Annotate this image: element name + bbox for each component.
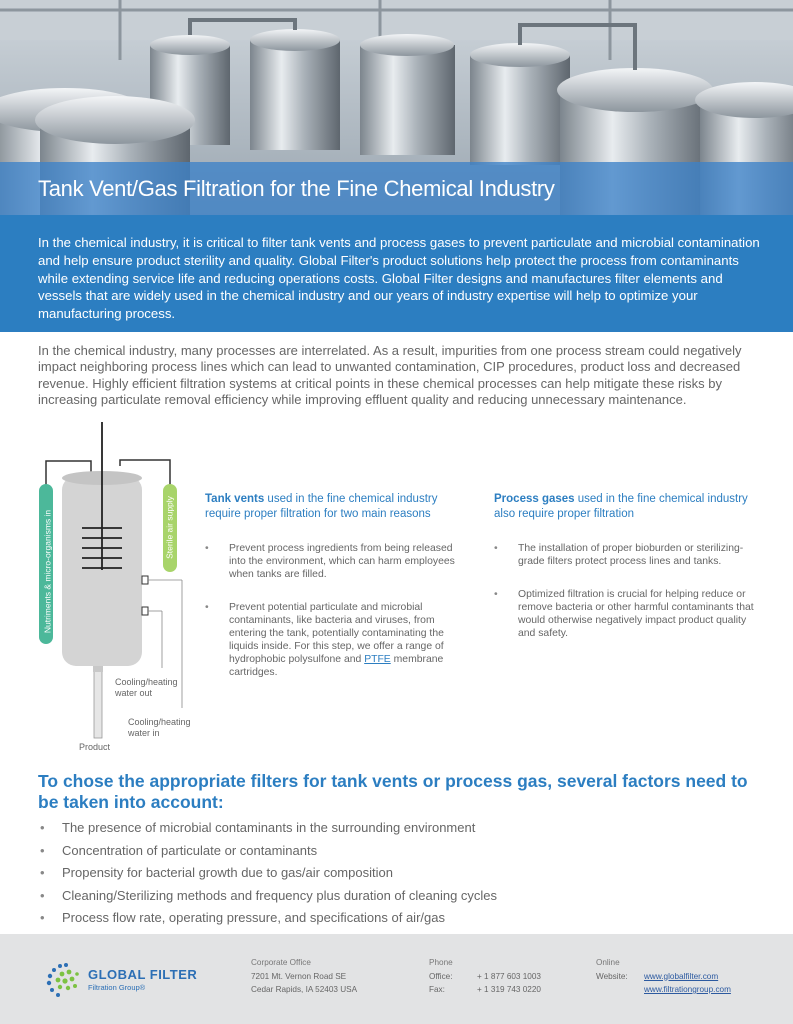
office-phone-label: Office: [429, 971, 453, 981]
list-item: • Optimized filtration is crucial for helping reduce or remove bacteria or other harmful contaminants that would otherwise negatively impact product quality and safety. [494, 588, 759, 640]
corporate-office [251, 956, 357, 997]
label-nutriments: Nutriments & micro-organisms in [42, 509, 53, 634]
website-link-filtrationgroup[interactable]: www.filtrationgroup.com [644, 985, 731, 994]
page-title: Tank Vent/Gas Filtration for the Fine Chemical Industry [38, 176, 555, 201]
globe-logo-icon [40, 956, 90, 1006]
list-item: • Process flow rate, operating pressure, and specifications of air/gas [38, 907, 497, 930]
phone-block [429, 956, 559, 997]
footer [0, 934, 793, 1024]
list-item: • Prevent potential particulate and microbial contaminants, like bacteria and viruses, from entering the tank, potentially contaminating the liquids inside. For this step, we offer a range of hydrophobic polysulfone and PTFE membrane cartridges. [205, 601, 470, 679]
intro-box [0, 215, 793, 332]
office-phone: + 1 877 603 1003 [477, 971, 541, 981]
office-address-1: 7201 Mt. Vernon Road SE [251, 971, 347, 981]
process-gases-heading: Process gases used in the fine chemical industry also require proper filtration [494, 493, 748, 520]
label-sterile-air: Sterile air supply [164, 496, 175, 559]
office-title: Corporate Office [251, 958, 311, 967]
phone-title: Phone [429, 958, 453, 967]
label-cooling-out: Cooling/heating water out [115, 677, 178, 698]
list-item: • Prevent process ingredients from being released into the environment, which can harm employees when tanks are filled. [205, 542, 470, 581]
ptfe-link[interactable]: PTFE [364, 654, 391, 665]
tank-vents-heading: Tank vents used in the fine chemical industry require proper filtration for two main reasons [205, 493, 438, 520]
hero-image [0, 0, 793, 215]
online-title: Online [596, 958, 620, 967]
factors-list [38, 817, 497, 930]
office-address-2: Cedar Rapids, IA 52403 USA [251, 985, 358, 994]
list-item: • Propensity for bacterial growth due to gas/air composition [38, 862, 497, 885]
label-product: Product [79, 742, 111, 752]
online-block [596, 956, 766, 997]
list-item: • Concentration of particulate or contaminants [38, 840, 497, 863]
tank-vents-section [205, 492, 470, 699]
tank-diagram [30, 418, 205, 758]
intro-text: In the chemical industry, it is critical to filter tank vents and process gases to prevent particulate and microbial contamination and help ensure product sterility and quality. Global Filter's product solutions help protect the process from contaminants while extending service life and reducing operations costs. Global Filter designs and manufactures filter elements and vessels that are widely used in the chemical industry and our years of industry expertise will help to optimize your manufacturing process. [38, 235, 760, 322]
process-gases-section [494, 492, 759, 660]
logo-name: GLOBAL FILTER [88, 967, 198, 982]
website-label: Website: [596, 971, 628, 981]
fax-label: Fax: [429, 985, 445, 994]
logo-subtitle: Filtration Group® [88, 983, 146, 992]
title-band [0, 162, 793, 215]
list-item: • The presence of microbial contaminants in the surrounding environment [38, 817, 497, 840]
label-cooling-in: Cooling/heating water in [128, 717, 191, 738]
fax-number: + 1 319 743 0220 [477, 985, 541, 994]
list-item: • Cleaning/Sterilizing methods and frequency plus duration of cleaning cycles [38, 885, 497, 908]
website-link-globalfilter[interactable]: www.globalfilter.com [644, 971, 719, 981]
body-paragraph: In the chemical industry, many processes are interrelated. As a result, impurities from one process stream could negatively impact neighboring process lines which can lead to unwanted contamination, CIP procedures, product loss and decreased revenue. Highly efficient filtration systems at critical points in these chemical processes can help mitigate these risks by increasing particulate removal efficiency while improving effluent quality and reducing unnecessary maintenance. [38, 343, 742, 408]
factors-heading: To chose the appropriate filters for tank vents or process gas, several factors need to be taken into account: [38, 771, 748, 812]
list-item: • The installation of proper bioburden or sterilizing-grade filters protect process lines and tanks. [494, 542, 759, 568]
